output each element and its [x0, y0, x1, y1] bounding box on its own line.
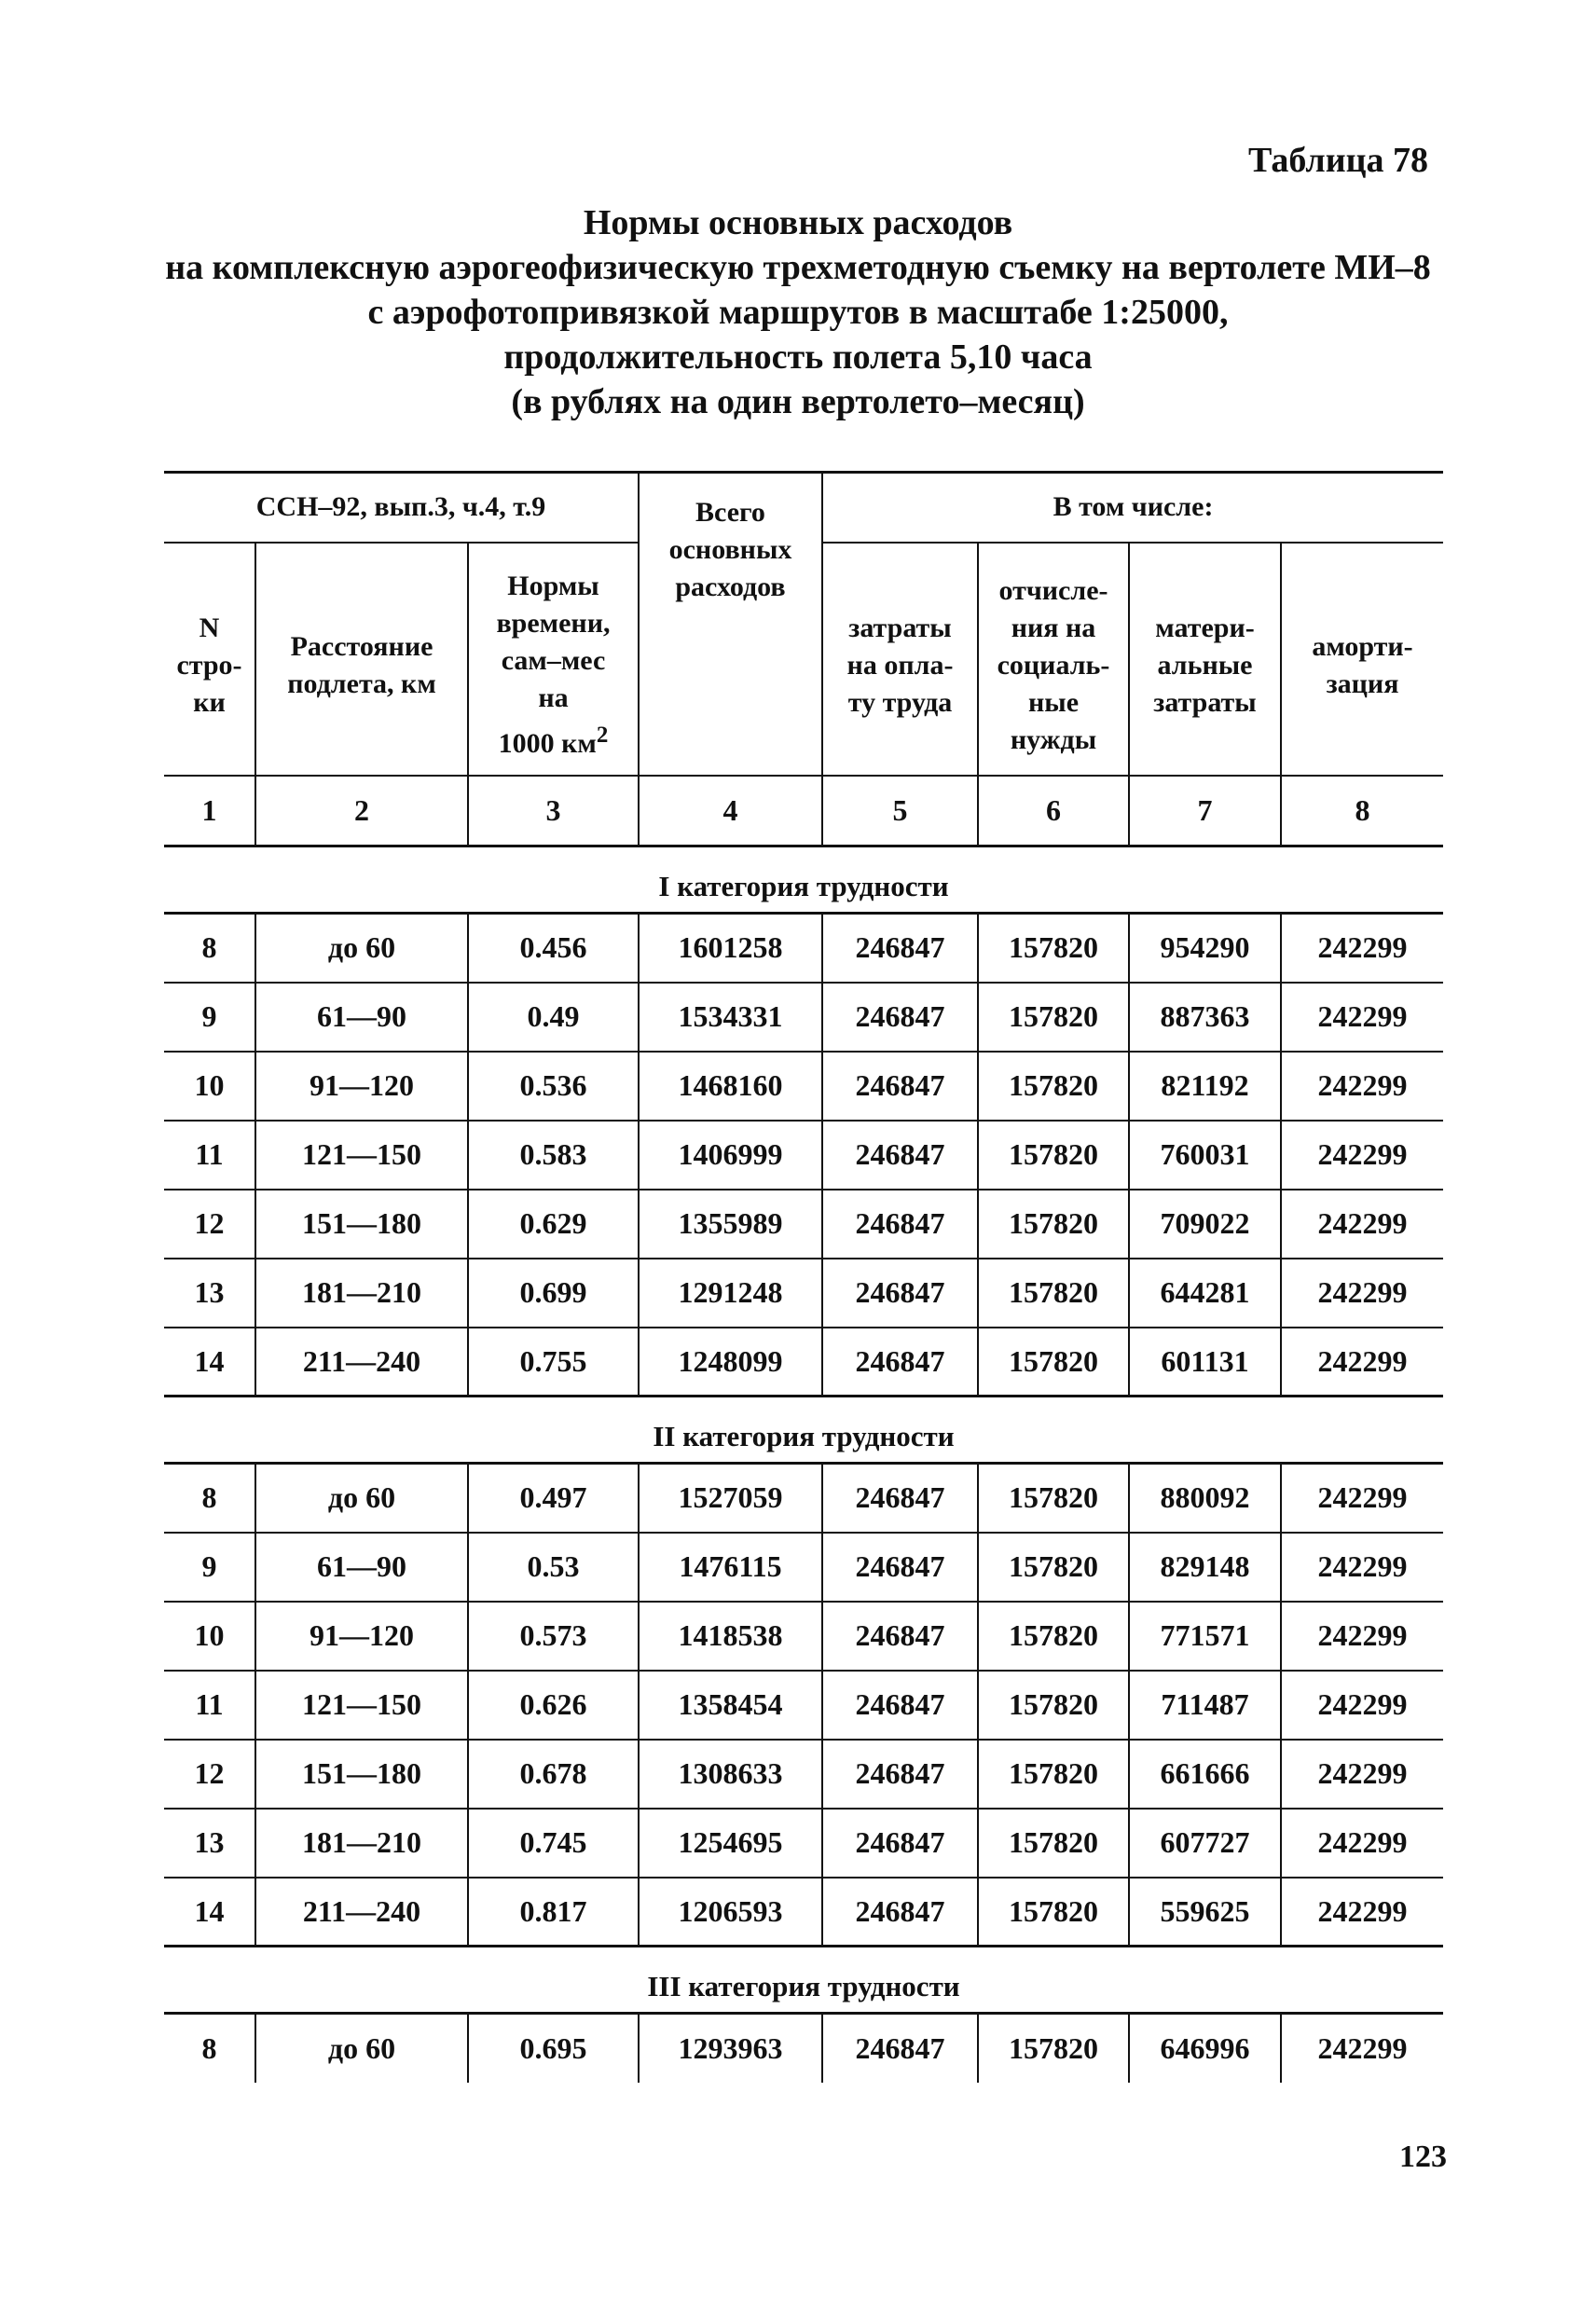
table-cell: 607727 — [1129, 1809, 1281, 1878]
table-cell: 246847 — [822, 1533, 978, 1602]
column-number: 4 — [639, 776, 822, 846]
table-row — [164, 1464, 1443, 1533]
table-cell: 0.678 — [468, 1740, 639, 1809]
table-cell: 242299 — [1281, 1259, 1443, 1328]
table-cell: 157820 — [978, 1052, 1129, 1121]
table-cell: 709022 — [1129, 1190, 1281, 1259]
table-number: Таблица 78 — [1247, 141, 1428, 180]
table-cell: 157820 — [978, 1190, 1129, 1259]
table-cell: 91—120 — [255, 1602, 468, 1671]
table-cell: 8 — [164, 914, 255, 983]
table-cell: 0.53 — [468, 1533, 639, 1602]
table-cell: 760031 — [1129, 1121, 1281, 1190]
table-cell: 157820 — [978, 2014, 1129, 2083]
table-cell: 242299 — [1281, 914, 1443, 983]
table-cell: 880092 — [1129, 1464, 1281, 1533]
table-cell: 181—210 — [255, 1809, 468, 1878]
category-title: I категория трудности — [164, 846, 1443, 914]
table-cell: до 60 — [255, 1464, 468, 1533]
table-cell: 157820 — [978, 1464, 1129, 1533]
table-cell: 157820 — [978, 1533, 1129, 1602]
category-title: III категория трудности — [164, 1947, 1443, 2014]
table-row — [164, 1121, 1443, 1190]
table-cell: 242299 — [1281, 1328, 1443, 1397]
table-cell: 242299 — [1281, 1052, 1443, 1121]
table-cell: 246847 — [822, 1052, 978, 1121]
table-cell: 821192 — [1129, 1052, 1281, 1121]
table-cell: 644281 — [1129, 1259, 1281, 1328]
table-cell: 1601258 — [639, 914, 822, 983]
table-cell: 246847 — [822, 1671, 978, 1740]
distance-header: Расстояние подлета, км — [255, 543, 468, 776]
table-cell: 1527059 — [639, 1464, 822, 1533]
table-cell: 242299 — [1281, 1671, 1443, 1740]
table-cell: 157820 — [978, 983, 1129, 1052]
title-line: с аэрофотопривязкой маршрутов в масштабе 1:25000, — [367, 293, 1229, 332]
material-cost-header: матери- альные затраты — [1129, 543, 1281, 776]
table-cell: 157820 — [978, 1878, 1129, 1947]
table-cell: 246847 — [822, 1328, 978, 1397]
table-cell: 157820 — [978, 1602, 1129, 1671]
table-cell: до 60 — [255, 2014, 468, 2083]
table-cell: 61—90 — [255, 983, 468, 1052]
table-cell: 246847 — [822, 983, 978, 1052]
table-cell: 646996 — [1129, 2014, 1281, 2083]
ssn-reference-header: ССН–92, вып.3, ч.4, т.9 — [164, 473, 639, 543]
category-heading-row — [164, 846, 1443, 914]
table-cell: 246847 — [822, 1740, 978, 1809]
norms-table — [164, 471, 1443, 2083]
table-cell: 1476115 — [639, 1533, 822, 1602]
table-cell: 246847 — [822, 914, 978, 983]
table-cell: 829148 — [1129, 1533, 1281, 1602]
table-cell: 1418538 — [639, 1602, 822, 1671]
labor-cost-header: затраты на опла- ту труда — [822, 543, 978, 776]
table-cell: 0.573 — [468, 1602, 639, 1671]
table-cell: 246847 — [822, 2014, 978, 2083]
table-cell: 559625 — [1129, 1878, 1281, 1947]
table-cell: 0.629 — [468, 1190, 639, 1259]
table-cell: 0.699 — [468, 1259, 639, 1328]
page-number: 123 — [1399, 2140, 1447, 2174]
table-cell: 157820 — [978, 1740, 1129, 1809]
social-deductions-header: отчисле- ния на социаль- ные нужды — [978, 543, 1129, 776]
category-heading-row — [164, 1947, 1443, 2014]
table-row — [164, 983, 1443, 1052]
table-cell: 157820 — [978, 1121, 1129, 1190]
title-line: продолжительность полета 5,10 часа — [503, 337, 1093, 377]
table-cell: 246847 — [822, 1809, 978, 1878]
table-cell: 14 — [164, 1878, 255, 1947]
table-cell: 157820 — [978, 914, 1129, 983]
table-cell: 242299 — [1281, 1809, 1443, 1878]
table-cell: 0.745 — [468, 1809, 639, 1878]
table-cell: 246847 — [822, 1121, 978, 1190]
table-cell: 13 — [164, 1809, 255, 1878]
table-cell: 242299 — [1281, 1121, 1443, 1190]
table-cell: 8 — [164, 1464, 255, 1533]
table-row — [164, 1328, 1443, 1397]
table-cell: 246847 — [822, 1602, 978, 1671]
table-cell: 14 — [164, 1328, 255, 1397]
table-row — [164, 1809, 1443, 1878]
table-cell: 1206593 — [639, 1878, 822, 1947]
table-cell: 12 — [164, 1190, 255, 1259]
table-cell: 1355989 — [639, 1190, 822, 1259]
table-cell: 242299 — [1281, 2014, 1443, 2083]
table-cell: 0.536 — [468, 1052, 639, 1121]
table-cell: 13 — [164, 1259, 255, 1328]
table-row — [164, 1052, 1443, 1121]
table-row — [164, 1259, 1443, 1328]
table-cell: 157820 — [978, 1671, 1129, 1740]
table-cell: 246847 — [822, 1259, 978, 1328]
table-cell: 242299 — [1281, 1533, 1443, 1602]
table-cell: 181—210 — [255, 1259, 468, 1328]
table-cell: 1293963 — [639, 2014, 822, 2083]
table-cell: 1254695 — [639, 1809, 822, 1878]
table-cell: 246847 — [822, 1878, 978, 1947]
table-cell: 242299 — [1281, 1602, 1443, 1671]
table-cell: 1358454 — [639, 1671, 822, 1740]
table-cell: до 60 — [255, 914, 468, 983]
table-cell: 0.456 — [468, 914, 639, 983]
title-line: Нормы основных расходов — [583, 203, 1013, 242]
table-cell: 887363 — [1129, 983, 1281, 1052]
table-cell: 711487 — [1129, 1671, 1281, 1740]
column-number: 6 — [978, 776, 1129, 846]
table-cell: 0.583 — [468, 1121, 639, 1190]
table-row — [164, 1533, 1443, 1602]
table-cell: 242299 — [1281, 1740, 1443, 1809]
table-cell: 661666 — [1129, 1740, 1281, 1809]
table-cell: 121—150 — [255, 1671, 468, 1740]
table-cell: 0.817 — [468, 1878, 639, 1947]
table-cell: 242299 — [1281, 983, 1443, 1052]
column-numbers-row — [164, 776, 1443, 846]
column-number: 3 — [468, 776, 639, 846]
table-cell: 954290 — [1129, 914, 1281, 983]
table-cell: 8 — [201, 2030, 217, 2065]
column-number: 5 — [822, 776, 978, 846]
table-cell: 0.626 — [468, 1671, 639, 1740]
table-cell: 242299 — [1281, 1464, 1443, 1533]
table-cell: 1308633 — [639, 1740, 822, 1809]
table-cell: 1406999 — [639, 1121, 822, 1190]
table-cell: 11 — [164, 1671, 255, 1740]
table-cell: 151—180 — [255, 1740, 468, 1809]
table-row — [164, 1602, 1443, 1671]
table-cell: 11 — [164, 1121, 255, 1190]
table-row — [164, 1190, 1443, 1259]
table-cell: 157820 — [978, 1259, 1129, 1328]
table-cell: 242299 — [1281, 1190, 1443, 1259]
table-cell: 9 — [164, 1533, 255, 1602]
table-cell: 91—120 — [255, 1052, 468, 1121]
table-cell: 0.497 — [468, 1464, 639, 1533]
table-cell: 157820 — [978, 1328, 1129, 1397]
table-cell: 0.695 — [468, 2014, 639, 2083]
table-cell: 1534331 — [639, 983, 822, 1052]
table-cell: 151—180 — [255, 1190, 468, 1259]
table-cell: 61—90 — [255, 1533, 468, 1602]
title-line: на комплексную аэрогеофизическую трехметодную съемку на вертолете МИ–8 — [165, 248, 1431, 287]
row-number-header: N стро- ки — [164, 543, 255, 776]
table-title — [112, 200, 1484, 424]
total-expenses-header: Всего основных расходов — [639, 473, 822, 776]
category-heading-row — [164, 1397, 1443, 1464]
table-cell: 0.49 — [468, 983, 639, 1052]
title-line: (в рублях на один вертолето–месяц) — [511, 382, 1085, 421]
table-cell: 242299 — [1281, 1878, 1443, 1947]
column-number: 8 — [1281, 776, 1443, 846]
column-number: 2 — [255, 776, 468, 846]
table-row — [164, 1878, 1443, 1947]
column-number: 7 — [1129, 776, 1281, 846]
table-cell: 10 — [164, 1052, 255, 1121]
table-cell: 211—240 — [255, 1328, 468, 1397]
table-row — [164, 1740, 1443, 1809]
table-cell: 1248099 — [639, 1328, 822, 1397]
table-row — [164, 914, 1443, 983]
table-cell: 246847 — [822, 1190, 978, 1259]
table-cell: 12 — [164, 1740, 255, 1809]
table-cell: 10 — [164, 1602, 255, 1671]
table-cell: 121—150 — [255, 1121, 468, 1190]
table-cell: 157820 — [978, 1809, 1129, 1878]
table-cell: 9 — [164, 983, 255, 1052]
depreciation-header: аморти- зация — [1281, 543, 1443, 776]
category-title: II категория трудности — [164, 1397, 1443, 1464]
including-header: В том числе: — [822, 473, 1443, 543]
table-cell: 601131 — [1129, 1328, 1281, 1397]
table-cell: 771571 — [1129, 1602, 1281, 1671]
table-cell: 0.755 — [468, 1328, 639, 1397]
column-number: 1 — [164, 776, 255, 846]
table-row — [164, 2014, 1443, 2083]
time-norms-header: Нормы времени, сам–мес на 1000 $км^2$ — [468, 543, 639, 776]
table-cell: 1291248 — [639, 1259, 822, 1328]
table-cell: 211—240 — [255, 1878, 468, 1947]
table-row — [164, 1671, 1443, 1740]
table-cell: 246847 — [822, 1464, 978, 1533]
table-cell: 1468160 — [639, 1052, 822, 1121]
